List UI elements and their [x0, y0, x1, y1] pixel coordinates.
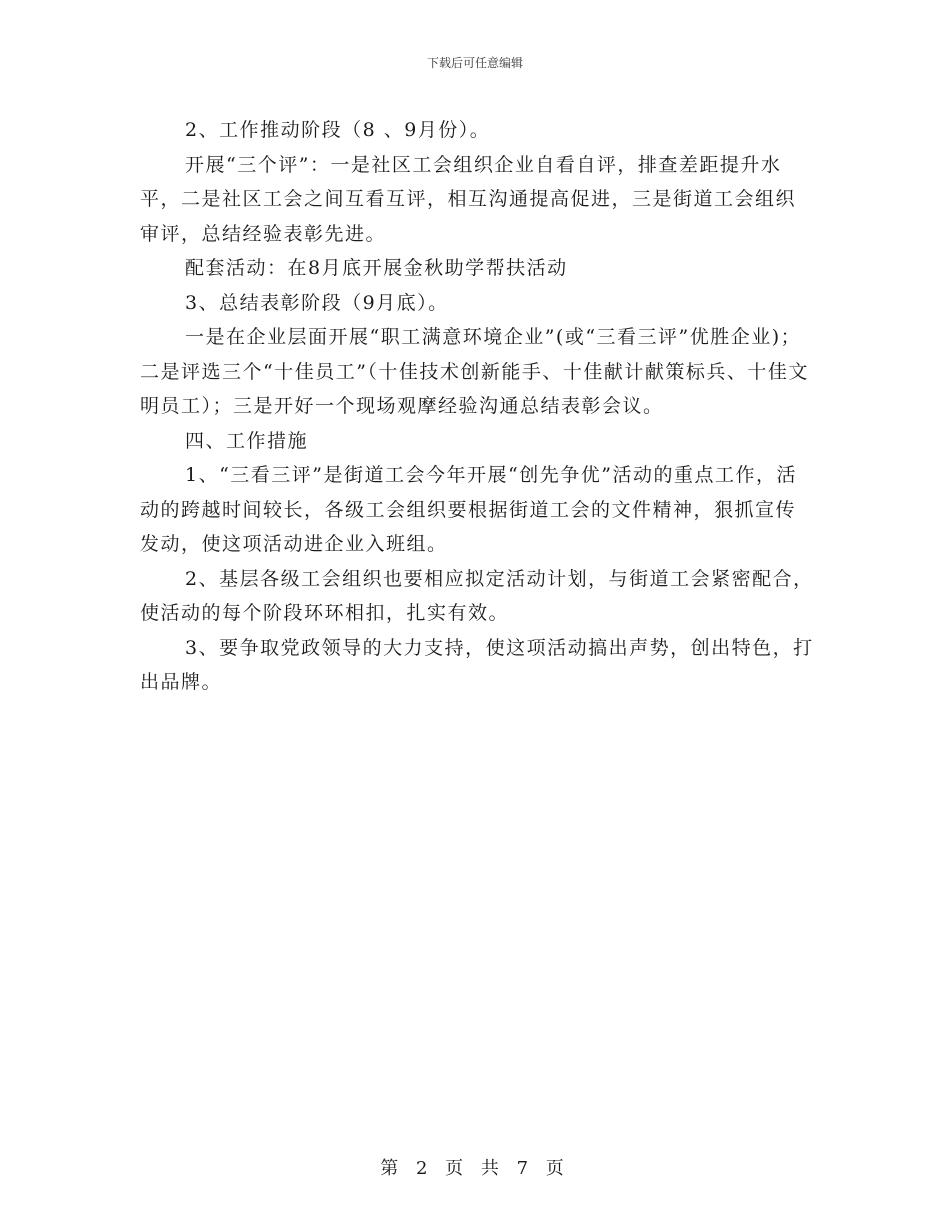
section-heading-work-measures: 四、工作措施: [185, 429, 309, 452]
page-number: 第 2 页 共 7 页: [380, 1158, 570, 1179]
paragraph-measure-1: 1、“三看三评”是街道工会今年开展“创先争优”活动的重点工作，活动的跨越时间较长，各级工会组织要根据街道工会的文件精神，狠抓宣传发动，使这项活动进企业入班组。: [140, 464, 797, 555]
paragraph-summary-stage: 3、总结表彰阶段（9月底）。: [185, 291, 449, 314]
paragraph-measure-2: 2、基层各级工会组织也要相应拟定活动计划，与街道工会紧密配合，使活动的每个阶段环环相扣，扎实有效。: [140, 567, 814, 624]
page-header: 下载后可任意编辑: [426, 56, 523, 70]
paragraph-commendation-details: 一是在企业层面开展“职工满意环境企业”(或“三看三评”优胜企业)；二是评选三个“十佳员工”（十佳技术创新能手、十佳献计献策标兵、十佳文明员工）；三是开好一个现场观摩经验沟通总结表彰会议。: [140, 326, 809, 417]
document-body: [140, 113, 816, 700]
paragraph-three-evaluations: 开展“三个评”：一是社区工会组织企业自看自评，排查差距提升水平，二是社区工会之间互看互评，相互沟通提高促进，三是街道工会组织审评，总结经验表彰先进。: [140, 153, 797, 245]
paragraph-measure-3: 3、要争取党政领导的大力支持，使这项活动搞出声势，创出特色，打出品牌。: [140, 636, 814, 693]
paragraph-work-promotion-stage: 2、工作推动阶段（8 、9月份）。: [185, 119, 491, 141]
paragraph-supporting-activity: 配套活动：在8月底开展金秋助学帮扶活动: [185, 257, 568, 279]
